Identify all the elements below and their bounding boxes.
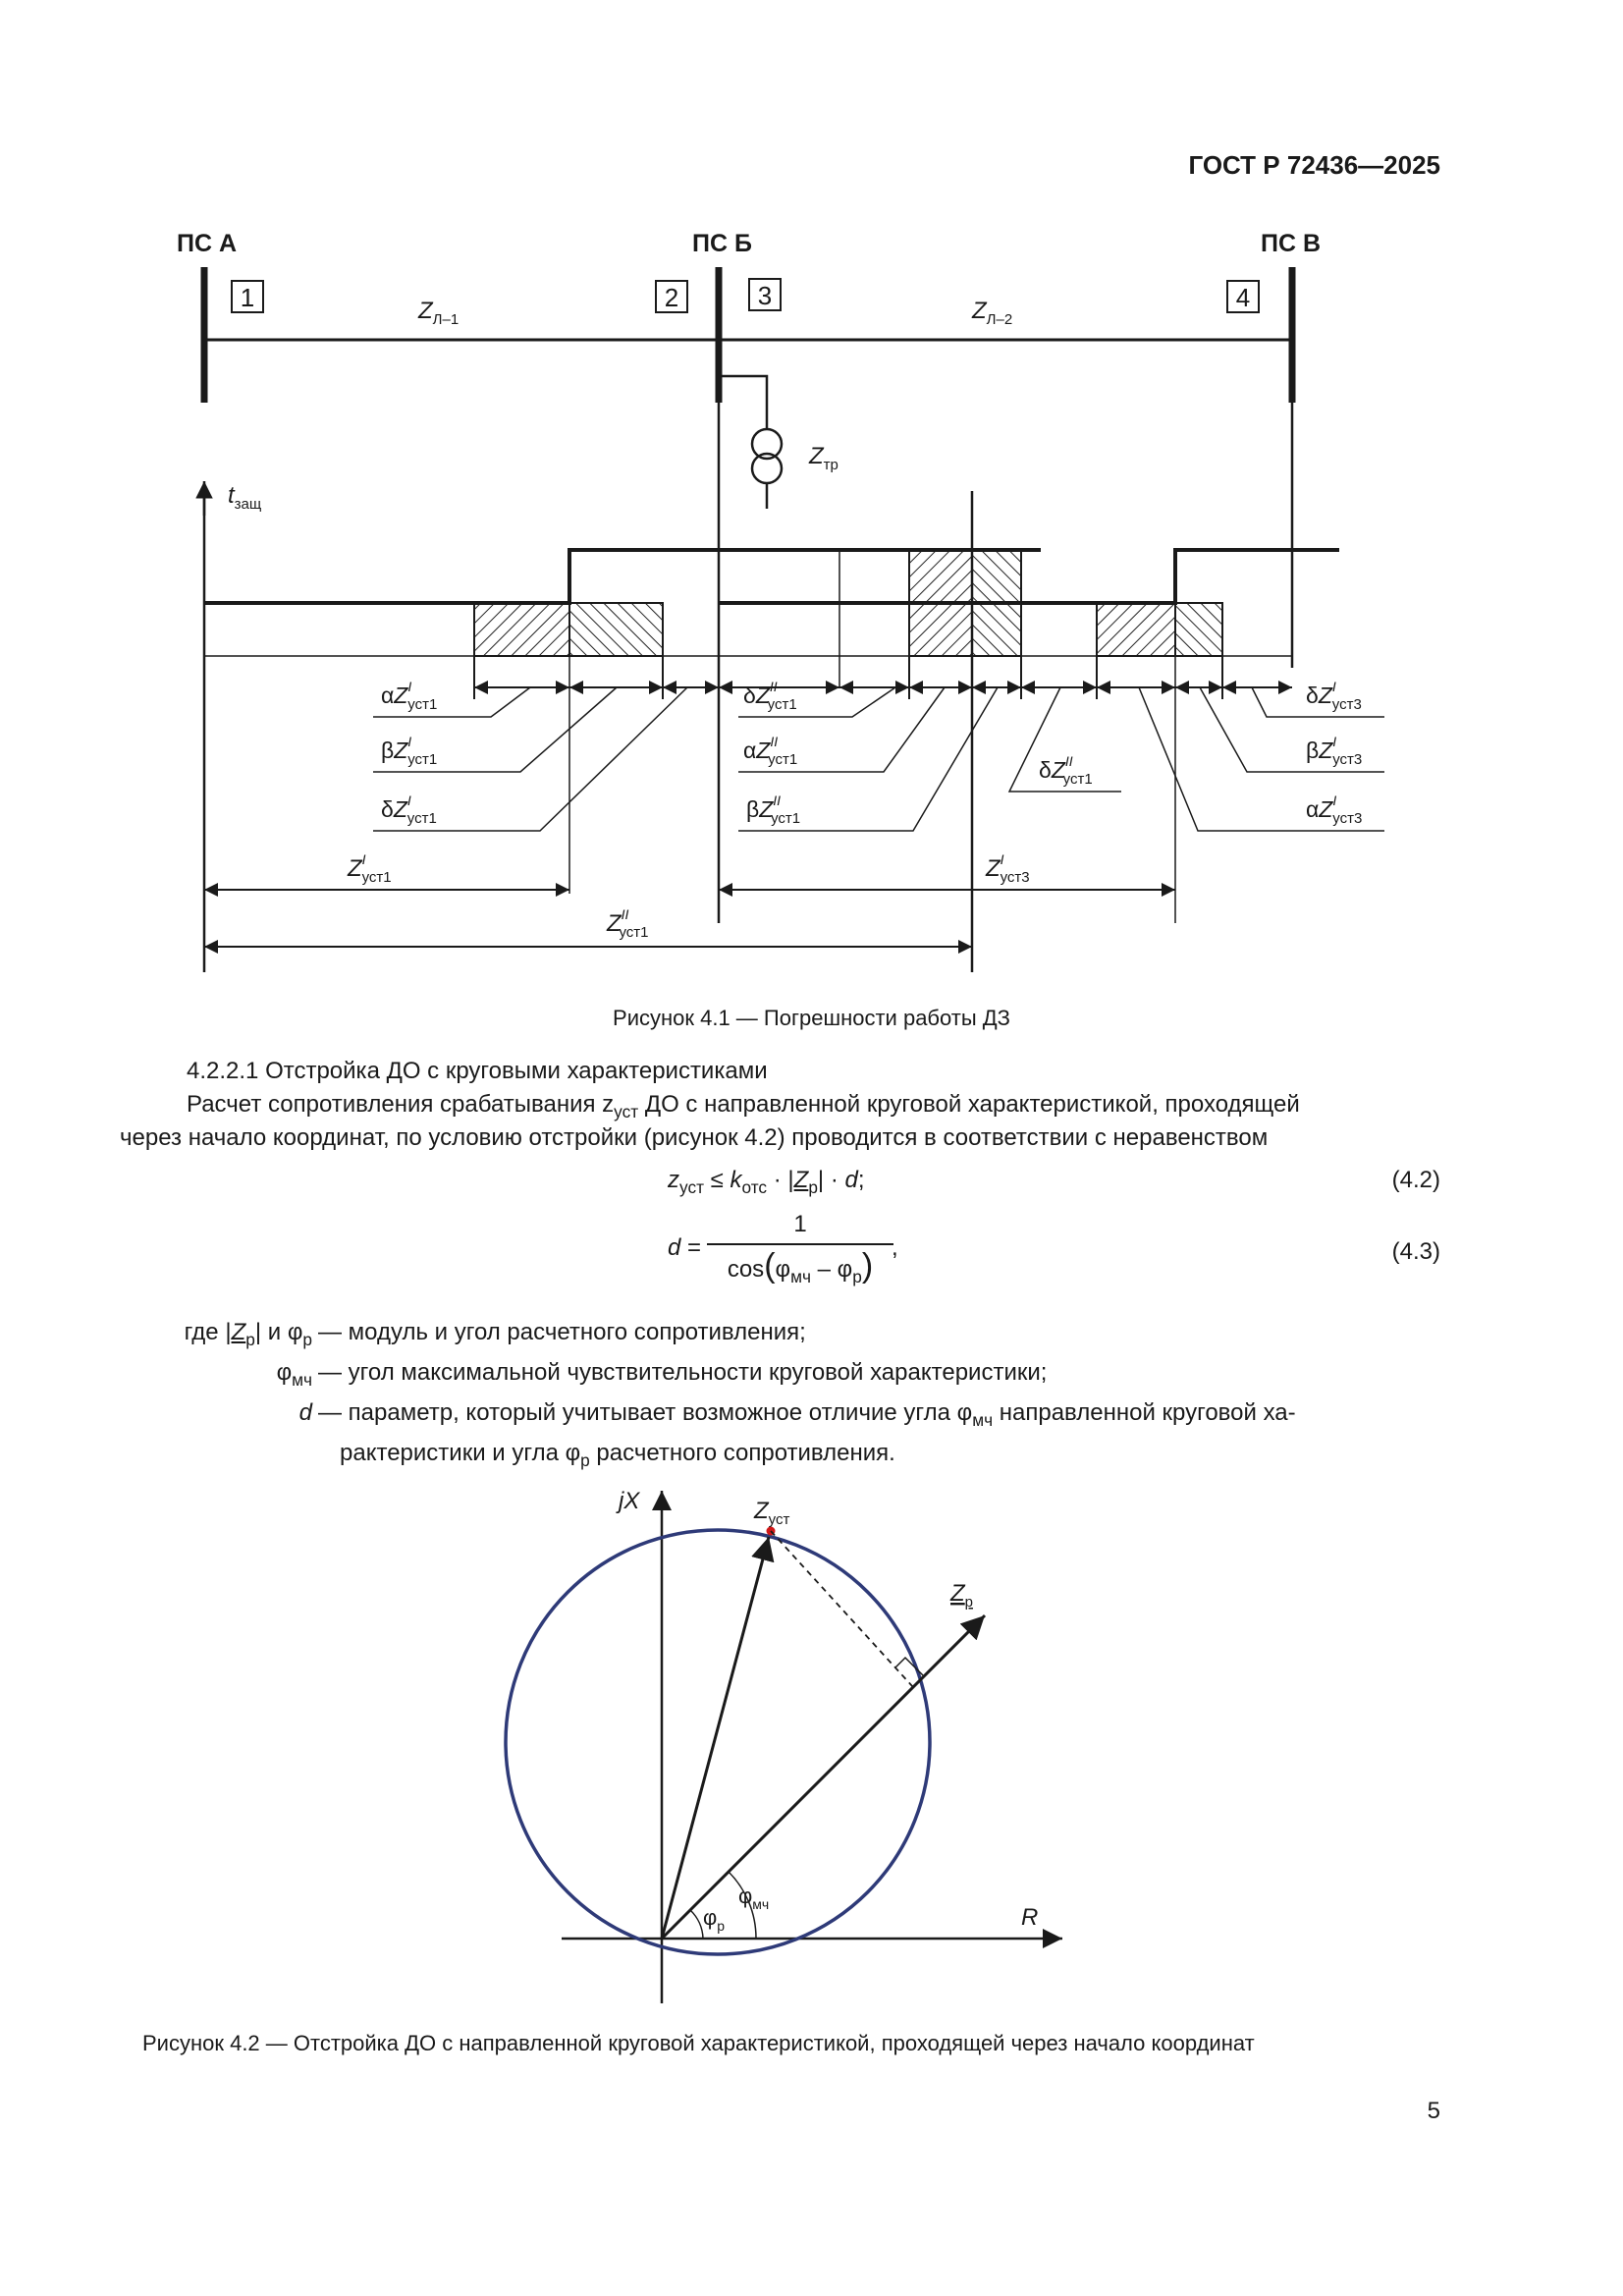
figure-4-1-diagram [0, 0, 1623, 1002]
z-p-label: $Z_р$ [950, 1580, 974, 1611]
equation-4-2-number: (4.2) [1391, 1167, 1440, 1193]
equation-4-3-numerator: 1 [793, 1211, 807, 1237]
document-code: ГОСТ Р 72436—2025 [1188, 150, 1440, 180]
r-axis-label: R [1021, 1904, 1039, 1931]
equation-4-3-lhs: d = [668, 1234, 702, 1261]
hatch-zone-3a [1097, 603, 1175, 656]
page-number: 5 [1427, 2098, 1440, 2124]
label-z-ust1-II: $Z^{II}$ уст1 [607, 906, 649, 941]
svg-text:4: 4 [1235, 283, 1251, 312]
projection-dashed-line [771, 1531, 913, 1687]
z-line2-label: $Z_{Л-2}$ [972, 298, 1013, 328]
label-z-ust1-I: $Z^I$ уст1 [348, 851, 392, 886]
label-z-ust3-I: $Z^I$ уст3 [986, 851, 1030, 886]
leader-lines [373, 687, 1384, 831]
definition-desc: — модуль и угол расчетного сопротивления; [318, 1319, 806, 1345]
definition-term: d [298, 1399, 312, 1427]
fraction-bar [707, 1243, 893, 1245]
label-alpha-z-ust1-II: $\alpha Z^{II}$ уст1 [743, 734, 798, 768]
svg-text:2: 2 [664, 283, 679, 312]
definition-term: $\varphi_{мч}$ [276, 1359, 312, 1391]
circular-characteristic [506, 1530, 930, 1954]
label-beta-z-ust1-II: $\beta Z^{II}$ уст1 [746, 793, 801, 827]
phi-p-arc [690, 1910, 703, 1939]
protection-box-2 [656, 281, 687, 312]
t-axis-label: $t_{защ}$ [228, 482, 262, 513]
label-delta-z-ust1-I: $\delta Z^I$ уст1 [381, 793, 437, 827]
label-beta-z-ust1-I: $\beta Z^I$ уст1 [381, 734, 438, 768]
substation-b-label: ПС Б [692, 230, 752, 257]
jx-axis-label: jX [619, 1488, 640, 1514]
figure-4-2-caption: Рисунок 4.2 — Отстройка ДО с направленной круговой характеристикой, проходящей через начало координат [142, 2031, 1255, 2055]
definitions-list [120, 1316, 1442, 1477]
paragraph-line-2: через начало координат, по условию отстройки (рисунок 4.2) проводится в соответствии с неравенством [120, 1124, 1269, 1151]
svg-text:1: 1 [240, 283, 255, 312]
equation-4-3-fraction [707, 1208, 893, 1293]
z-p-vector [662, 1615, 985, 1939]
hatch-zone-3b [1175, 603, 1222, 656]
definition-term: где $|Z_р|$ и $\varphi_р$ [184, 1319, 312, 1350]
label-delta-z-ust3-I: $\delta Z^I$ уст3 [1306, 679, 1362, 713]
figure-4-2-diagram [0, 1463, 1623, 2033]
equation-4-3-comma: , [892, 1234, 898, 1261]
protection-box-4 [1227, 281, 1259, 312]
label-delta-z-ust1-II: $\delta Z^{II}$ уст1 [743, 679, 797, 713]
equation-4-2: $z_{уст} \le k_{отс} \cdot |Z_р| \cdot d$; [668, 1167, 865, 1198]
definition-desc: — угол максимальной чувствительности круговой характеристики; [318, 1359, 1048, 1387]
paragraph-line-1: Расчет сопротивления срабатывания $z_{уст}$ ДО с направленной круговой характеристикой, проходящей [187, 1091, 1300, 1122]
z-transformer-label: $Z_{тр}$ [809, 443, 839, 473]
label-beta-z-ust3-I: $\beta Z^I$ уст3 [1306, 734, 1363, 768]
definition-desc: — параметр, который учитывает возможное отличие угла $\varphi_{мч}$ направленной круговой ха- рактеристики и угла $\varphi_р$ расчетного сопротивления. [318, 1399, 1296, 1471]
svg-text:3: 3 [757, 281, 773, 310]
hatch-zone-1b [569, 603, 663, 656]
label-delta-z-ust1-II-right: $\delta Z^{II}$ уст1 [1039, 753, 1093, 788]
z-ust-vector [662, 1537, 769, 1939]
figure-4-1-caption: Рисунок 4.1 — Погрешности работы ДЗ [613, 1006, 1010, 1030]
phi-mch-label: $\varphi_{мч}$ [738, 1884, 770, 1912]
substation-v-label: ПС В [1261, 230, 1322, 257]
transformer-symbol [719, 376, 782, 509]
substation-a-label: ПС А [177, 230, 238, 257]
label-alpha-z-ust3-I: $\alpha Z^I$ уст3 [1306, 793, 1363, 827]
hatch-zone-1a [474, 603, 569, 656]
equation-4-3-number: (4.3) [1391, 1238, 1440, 1265]
section-heading: 4.2.2.1 Отстройка ДО с круговыми характеристиками [187, 1058, 768, 1084]
definition-row [120, 1316, 1442, 1356]
time-step-characteristics [204, 550, 1339, 603]
protection-box-3 [749, 279, 781, 310]
phi-p-label: $\varphi_р$ [703, 1905, 726, 1934]
definition-row [120, 1356, 1442, 1396]
z-ust-label: $Z_{уст}$ [754, 1498, 790, 1528]
protection-box-1 [232, 281, 263, 312]
label-alpha-z-ust1-I: $\alpha Z^I$ уст1 [381, 679, 438, 713]
z-line1-label: $Z_{Л-1}$ [418, 298, 460, 328]
equation-4-3-denominator: $\cos(\varphi_{мч} - \varphi_р)$ [727, 1247, 874, 1287]
error-dimension-row [474, 656, 1292, 699]
